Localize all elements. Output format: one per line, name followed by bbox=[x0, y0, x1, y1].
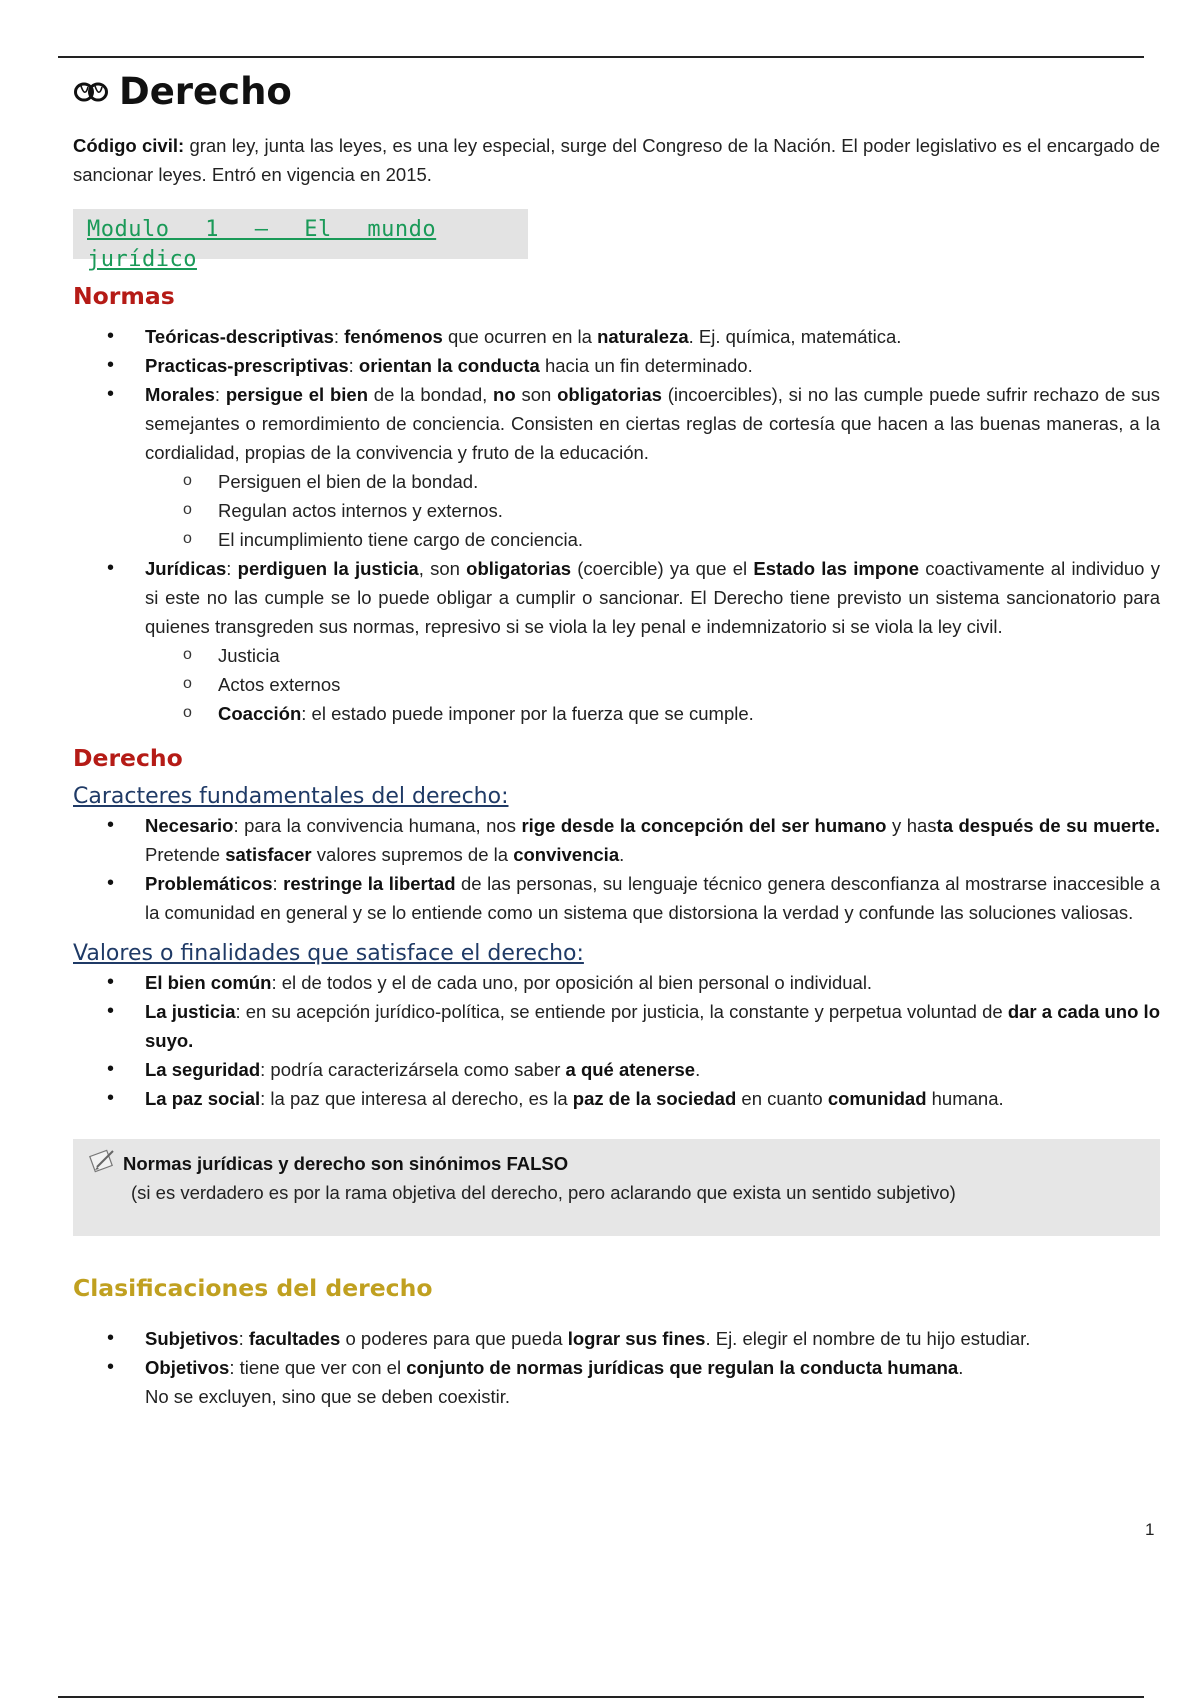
valores-list bbox=[73, 968, 1160, 1113]
bold-text: restringe la libertad bbox=[283, 873, 456, 894]
list-item bbox=[73, 1324, 1160, 1353]
text-run: de las personas, su lenguaje técnico genera desconfianza al mostrarse inaccesible a la comunidad en general y se lo entiende como un sistema que distorsiona la verdad y confunde las soluciones valiosas. bbox=[145, 873, 1160, 923]
bold-text: Necesario bbox=[145, 815, 234, 836]
list-item bbox=[73, 351, 1160, 380]
pencil-note-icon bbox=[89, 1147, 117, 1175]
text-run: . bbox=[695, 1059, 701, 1080]
intro-label: Código civil: bbox=[73, 135, 185, 156]
sub-list-item bbox=[73, 699, 1160, 728]
list-item bbox=[73, 968, 1160, 997]
bold-text: Problemáticos bbox=[145, 873, 273, 894]
bold-text: paz de la sociedad bbox=[572, 1088, 737, 1109]
text-run: en cuanto bbox=[736, 1088, 828, 1109]
text-run: humana. bbox=[926, 1088, 1004, 1109]
note-title: Normas jurídicas y derecho son sinónimos FALSO bbox=[123, 1153, 569, 1174]
bold-text: Objetivos bbox=[145, 1357, 230, 1378]
text-run: : bbox=[214, 384, 226, 405]
header-rule bbox=[58, 56, 1144, 58]
text-run: de la bondad, bbox=[368, 384, 494, 405]
list-item bbox=[73, 869, 1160, 927]
list-item bbox=[73, 1084, 1160, 1113]
sub-list bbox=[145, 467, 1160, 554]
bold-text: a qué atenerse bbox=[565, 1059, 696, 1080]
bold-text: Estado las impone bbox=[753, 558, 920, 579]
page-number: 1 bbox=[1145, 1520, 1155, 1539]
footer-rule bbox=[58, 1696, 1144, 1698]
bold-text: no bbox=[493, 384, 516, 405]
document-body bbox=[73, 66, 1160, 1411]
bold-text: El bien común bbox=[145, 972, 272, 993]
text-run: , son bbox=[418, 558, 467, 579]
bold-text: Practicas-prescriptivas bbox=[145, 355, 349, 376]
sub-list bbox=[145, 641, 1160, 728]
section-heading-clasificaciones: Clasificaciones del derecho bbox=[73, 1274, 433, 1302]
text-run: : podría caracterizársela como saber bbox=[260, 1059, 566, 1080]
note-detail: (si es verdadero es por la rama objetiva del derecho, pero aclarando que exista un sentido subjetivo) bbox=[131, 1182, 956, 1203]
text-run: valores supremos de la bbox=[311, 844, 514, 865]
list-item bbox=[73, 554, 1160, 728]
text-run: : el de todos y el de cada uno, por oposición al bien personal o individual. bbox=[271, 972, 873, 993]
bold-text: La seguridad bbox=[145, 1059, 261, 1080]
text-run: coactivamente al individuo y si este no las cumple se lo puede obligar a cumplir o sancionar. El Derecho tiene previsto un sistema sancionatorio para quienes transgreden sus normas, represivo si se viola la ley penal e indemnizatorio si se viola la ley civil. bbox=[145, 558, 1160, 637]
text-run: Justicia bbox=[218, 645, 280, 666]
text-run: . Ej. elegir el nombre de tu hijo estudiar. bbox=[705, 1328, 1031, 1349]
list-item bbox=[73, 997, 1160, 1055]
bold-text: satisfacer bbox=[225, 844, 312, 865]
list-item bbox=[73, 811, 1160, 869]
normas-list bbox=[73, 322, 1160, 728]
bold-text: Coacción bbox=[218, 703, 302, 724]
clasificaciones-list bbox=[73, 1324, 1160, 1382]
text-run: : bbox=[272, 873, 284, 894]
intro-paragraph bbox=[73, 131, 1160, 189]
text-run: Actos externos bbox=[218, 674, 341, 695]
list-item bbox=[73, 1055, 1160, 1084]
section-heading-normas: Normas bbox=[73, 282, 175, 310]
clasificaciones-note: No se excluyen, sino que se deben coexistir. bbox=[145, 1386, 511, 1407]
note-box bbox=[73, 1139, 1160, 1236]
bold-text: rige desde la concepción del ser humano bbox=[521, 815, 887, 836]
bold-text: dar a cada uno lo suyo. bbox=[145, 1001, 1160, 1051]
text-run: : el estado puede imponer por la fuerza que se cumple. bbox=[301, 703, 754, 724]
module-heading-box bbox=[73, 209, 528, 272]
bold-text: Teóricas-descriptivas bbox=[145, 326, 334, 347]
text-run: hacia un fin determinado. bbox=[539, 355, 753, 376]
text-run: : bbox=[333, 326, 345, 347]
sub-list-item bbox=[73, 496, 1160, 525]
text-run: . bbox=[619, 844, 625, 865]
text-run: : la paz que interesa al derecho, es la bbox=[260, 1088, 573, 1109]
text-run: . Ej. química, matemática. bbox=[688, 326, 902, 347]
text-run: (incoercibles), si no las cumple puede sufrir rechazo de sus semejantes o remordimiento de conciencia. Consisten en ciertas reglas de cortesía que hacen a las buenas maneras, a la cordialidad, propias de la convivencia y fruto de la educación. bbox=[145, 384, 1160, 463]
text-run: Regulan actos internos y externos. bbox=[218, 500, 503, 521]
caracteres-list bbox=[73, 811, 1160, 927]
sub-list-item bbox=[73, 467, 1160, 496]
infinity-icon bbox=[73, 78, 109, 106]
text-run: : bbox=[348, 355, 359, 376]
text-run: : bbox=[238, 1328, 249, 1349]
text-run: El incumplimiento tiene cargo de conciencia. bbox=[218, 529, 584, 550]
bold-text: persigue el bien bbox=[225, 384, 369, 405]
text-run: : tiene que ver con el bbox=[229, 1357, 407, 1378]
sub-list-item bbox=[73, 641, 1160, 670]
text-run: : para la convivencia humana, nos bbox=[233, 815, 522, 836]
text-run: : en su acepción jurídico-política, se entiende por justicia, la constante y perpetua voluntad de bbox=[235, 1001, 1008, 1022]
section-heading-derecho: Derecho bbox=[73, 744, 183, 772]
bold-text: conjunto de normas jurídicas que regulan la conducta humana bbox=[406, 1357, 959, 1378]
list-item bbox=[73, 1353, 1160, 1382]
text-run: y has bbox=[886, 815, 937, 836]
text-run: que ocurren en la bbox=[442, 326, 598, 347]
intro-text: gran ley, junta las leyes, es una ley especial, surge del Congreso de la Nación. El poder legislativo es el encargado de sancionar leyes. Entró en vigencia en 2015. bbox=[73, 135, 1161, 185]
bold-text: Morales bbox=[145, 384, 215, 405]
bold-text: obligatorias bbox=[557, 384, 662, 405]
bold-text: naturaleza bbox=[597, 326, 689, 347]
text-run: Pretende bbox=[145, 844, 226, 865]
bold-text: lograr sus fines bbox=[567, 1328, 706, 1349]
subheading-caracteres: Caracteres fundamentales del derecho: bbox=[73, 784, 509, 809]
bold-text: Jurídicas bbox=[145, 558, 227, 579]
bold-text: convivencia bbox=[513, 844, 620, 865]
bold-text: fenómenos bbox=[344, 326, 443, 347]
sub-list-item bbox=[73, 525, 1160, 554]
bold-text: obligatorias bbox=[466, 558, 572, 579]
bold-text: La paz social bbox=[145, 1088, 261, 1109]
title-text: Derecho bbox=[119, 70, 292, 113]
text-run: (coercible) ya que el bbox=[571, 558, 754, 579]
bold-text: comunidad bbox=[827, 1088, 927, 1109]
bold-text: orientan la conducta bbox=[358, 355, 540, 376]
sub-list-item bbox=[73, 670, 1160, 699]
bold-text: La justicia bbox=[145, 1001, 236, 1022]
page-title bbox=[73, 70, 1160, 113]
subheading-valores: Valores o finalidades que satisface el derecho: bbox=[73, 941, 584, 966]
text-run: o poderes para que pueda bbox=[340, 1328, 568, 1349]
text-run: son bbox=[515, 384, 558, 405]
bold-text: facultades bbox=[248, 1328, 341, 1349]
text-run: Persiguen el bien de la bondad. bbox=[218, 471, 479, 492]
bold-text: ta después de su muerte. bbox=[936, 815, 1160, 836]
text-run: . bbox=[958, 1357, 964, 1378]
module-heading: Modulo 1 – El mundo jurídico bbox=[87, 217, 437, 272]
bold-text: Subjetivos bbox=[145, 1328, 239, 1349]
list-item bbox=[73, 322, 1160, 351]
text-run: : bbox=[226, 558, 238, 579]
bold-text: perdiguen la justicia bbox=[237, 558, 419, 579]
list-item bbox=[73, 380, 1160, 554]
